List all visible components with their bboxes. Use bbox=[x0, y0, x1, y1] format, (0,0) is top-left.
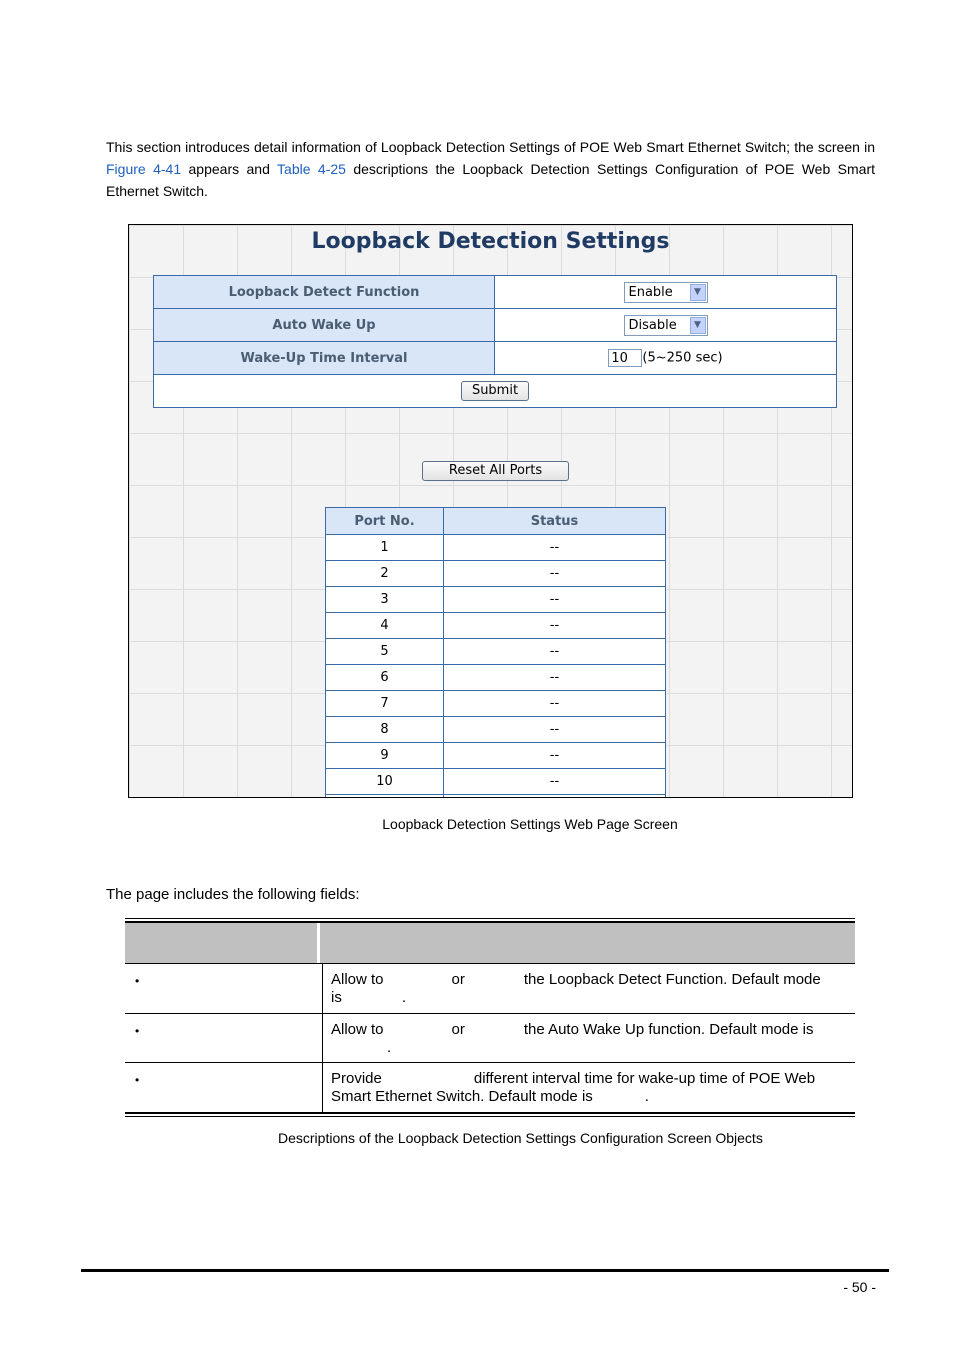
desc-text: Smart Ethernet Switch. Default mode is bbox=[331, 1088, 593, 1105]
description-cell bbox=[323, 1014, 855, 1062]
port-cell: 6 bbox=[326, 665, 444, 691]
column-header-port: Port No. bbox=[326, 508, 444, 535]
status-cell: -- bbox=[444, 769, 666, 795]
reset-all-ports-button[interactable]: Reset All Ports bbox=[422, 461, 569, 481]
desc-text: or bbox=[451, 971, 465, 988]
table-row bbox=[125, 963, 855, 1013]
bullet-icon: • bbox=[135, 1073, 140, 1087]
object-cell bbox=[125, 1014, 323, 1062]
table-row bbox=[326, 743, 666, 769]
description-table-header bbox=[125, 923, 855, 963]
setting-label: Auto Wake Up bbox=[154, 309, 495, 342]
loopback-detect-select[interactable] bbox=[624, 282, 708, 303]
chevron-down-icon[interactable]: ▼ bbox=[690, 317, 706, 334]
bullet-icon: • bbox=[135, 974, 140, 988]
header-description-cell bbox=[320, 923, 855, 963]
table-row bbox=[326, 587, 666, 613]
bullet-icon: • bbox=[135, 1024, 140, 1038]
object-cell bbox=[125, 1063, 323, 1112]
table-row bbox=[326, 535, 666, 561]
object-cell bbox=[125, 964, 323, 1013]
port-cell: 9 bbox=[326, 743, 444, 769]
fields-intro: The page includes the following fields: bbox=[106, 886, 360, 903]
port-cell: 1 bbox=[326, 535, 444, 561]
desc-text: Provide bbox=[331, 1070, 382, 1087]
submit-cell bbox=[154, 375, 837, 408]
desc-text: Allow to bbox=[331, 971, 384, 988]
table-row-partial bbox=[326, 795, 666, 799]
wake-up-interval-input[interactable]: 10 bbox=[608, 349, 642, 367]
port-cell: 4 bbox=[326, 613, 444, 639]
header-object-cell bbox=[125, 923, 320, 963]
table-row bbox=[326, 769, 666, 795]
setting-label: Loopback Detect Function bbox=[154, 276, 495, 309]
status-cell: -- bbox=[444, 743, 666, 769]
port-cell: 3 bbox=[326, 587, 444, 613]
table-bottom-rule bbox=[125, 1112, 855, 1117]
status-cell: -- bbox=[444, 717, 666, 743]
interval-hint: (5~250 sec) bbox=[642, 350, 723, 366]
port-cell bbox=[326, 795, 444, 799]
port-status-table bbox=[325, 507, 666, 798]
column-header-status: Status bbox=[444, 508, 666, 535]
table-row bbox=[326, 561, 666, 587]
status-cell: -- bbox=[444, 561, 666, 587]
desc-text: . bbox=[387, 1039, 392, 1056]
setting-value-cell bbox=[495, 309, 837, 342]
intro-text-1: This section introduces detail information of Loopback Detection Settings of POE Web Smart Ethernet Switch; the screen in bbox=[106, 139, 875, 155]
setting-value-cell bbox=[495, 342, 837, 375]
setting-row-loopback-detect bbox=[154, 276, 837, 309]
description-table bbox=[125, 918, 855, 1117]
chevron-down-icon[interactable]: ▼ bbox=[690, 284, 706, 301]
status-cell: -- bbox=[444, 665, 666, 691]
page-title: Loopback Detection Settings bbox=[311, 229, 670, 254]
screenshot-figure bbox=[128, 224, 853, 798]
port-cell: 8 bbox=[326, 717, 444, 743]
description-cell bbox=[323, 964, 855, 1013]
port-cell: 7 bbox=[326, 691, 444, 717]
port-cell: 5 bbox=[326, 639, 444, 665]
setting-row-auto-wake-up bbox=[154, 309, 837, 342]
desc-text: or bbox=[451, 1021, 465, 1038]
intro-paragraph bbox=[106, 136, 875, 202]
port-table-header bbox=[326, 508, 666, 535]
select-value: Enable bbox=[628, 284, 673, 300]
table-row bbox=[326, 639, 666, 665]
submit-row bbox=[154, 375, 837, 408]
footer-rule bbox=[81, 1269, 889, 1272]
table-row bbox=[326, 665, 666, 691]
status-cell: -- bbox=[444, 691, 666, 717]
desc-text: the Loopback Detect Function. Default mode bbox=[523, 971, 821, 988]
figure-link[interactable]: Figure 4-41 bbox=[106, 161, 182, 177]
figure-caption bbox=[0, 816, 954, 832]
desc-text: . bbox=[401, 989, 407, 1006]
desc-text: . bbox=[644, 1088, 649, 1105]
status-cell: -- bbox=[444, 613, 666, 639]
table-link[interactable]: Table 4-25 bbox=[277, 161, 346, 177]
auto-wake-up-select[interactable] bbox=[624, 315, 708, 336]
setting-value-cell bbox=[495, 276, 837, 309]
table-row bbox=[125, 1062, 855, 1112]
setting-label: Wake-Up Time Interval bbox=[154, 342, 495, 375]
port-cell: 2 bbox=[326, 561, 444, 587]
port-cell: 10 bbox=[326, 769, 444, 795]
intro-text-3: descriptions the Loopback Detection Settings Configuration of POE Web Smart Ethernet Switch. bbox=[106, 161, 875, 199]
description-cell bbox=[323, 1063, 855, 1112]
settings-table bbox=[153, 275, 837, 408]
status-cell: -- bbox=[444, 535, 666, 561]
status-cell bbox=[444, 795, 666, 799]
intro-text-2: appears and bbox=[181, 161, 278, 177]
select-value: Disable bbox=[628, 317, 677, 333]
table-caption: Descriptions of the Loopback Detection Settings Configuration Screen Objects bbox=[278, 1130, 763, 1146]
desc-text: Allow to bbox=[331, 1021, 384, 1038]
status-cell: -- bbox=[444, 639, 666, 665]
desc-text: the Auto Wake Up function. Default mode is bbox=[523, 1021, 814, 1038]
figure-caption-text: Loopback Detection Settings Web Page Screen bbox=[382, 816, 678, 832]
table-row bbox=[125, 1013, 855, 1062]
setting-row-wake-up-interval bbox=[154, 342, 837, 375]
desc-text: different interval time for wake-up time of POE Web bbox=[473, 1070, 816, 1087]
status-cell: -- bbox=[444, 587, 666, 613]
desc-text: is bbox=[331, 989, 342, 1006]
table-row bbox=[326, 691, 666, 717]
page-number: - 50 - bbox=[843, 1279, 876, 1295]
table-row bbox=[326, 613, 666, 639]
table-row bbox=[326, 717, 666, 743]
submit-button[interactable]: Submit bbox=[461, 381, 529, 401]
